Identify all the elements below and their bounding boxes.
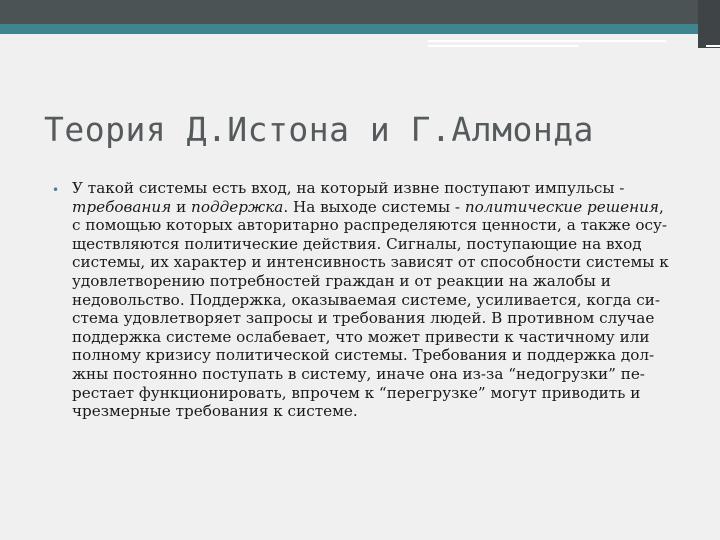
header-teal-bar [0, 24, 698, 34]
bullet-text [72, 179, 677, 421]
term-demands: требования [72, 197, 172, 216]
bullet-and: и [171, 197, 192, 216]
header-thin-line [428, 45, 578, 47]
term-decisions: политические решения [464, 197, 659, 216]
bullet-dot-icon: • [52, 183, 60, 197]
bullet-list [52, 179, 677, 421]
slide-title: Теория Д.Истона и Г.Алмонда [44, 110, 594, 149]
header-dark-bar [0, 0, 698, 24]
header-thin-line [706, 45, 720, 47]
bullet-mid: . На выходе системы - [283, 197, 465, 216]
header-thin-line [428, 40, 666, 42]
header-dark-bar-end [698, 0, 720, 48]
bullet-intro: У такой системы есть вход, на который извне поступают импульсы - [72, 179, 625, 197]
term-support: поддержка [191, 197, 284, 216]
bullet-rest: , с помощью которых авторитарно распределяются ценности, а также осу-ществляются политические действия. Сигналы, поступающие на вход системы, их характер и интенсивность зависят от способности системы к удовлетворению потребностей граждан и от реакции на жалобы и недовольство. Поддержка, оказываемая системе, усиливается, когда си-стема удовлетворяет запросы и требования людей. В противном случае поддержка системе ослабевает, что может привести к частичному или полному кризису политической системы. Требования и поддержка дол-жны постоянно поступать в систему, иначе она из-за “недогрузки” пе-рестает функционировать, впрочем к “перегрузке” могут приводить и чрезмерные требования к системе. [72, 197, 669, 421]
